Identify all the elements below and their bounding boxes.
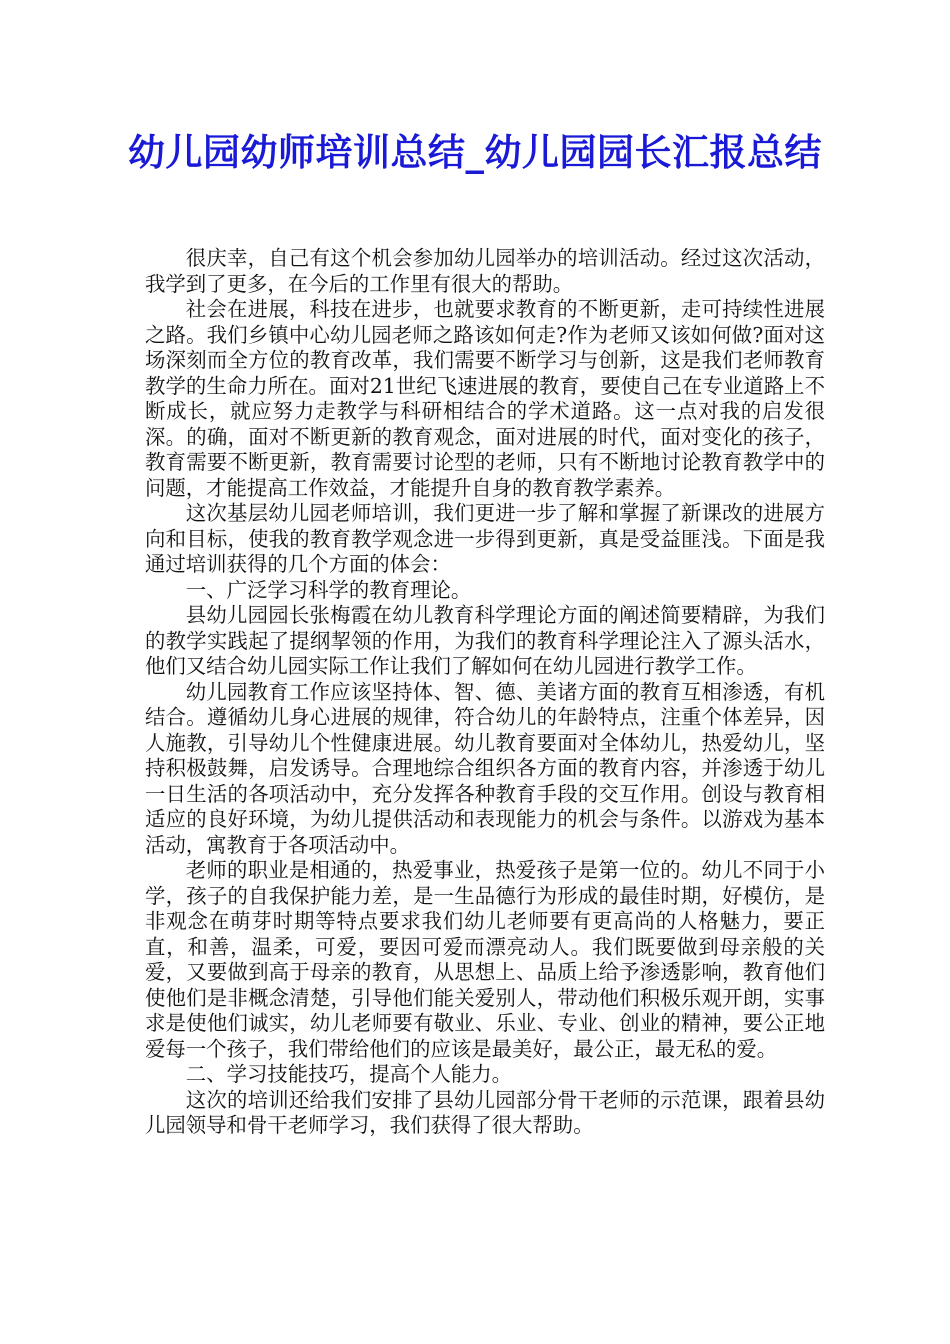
document-body [145, 246, 825, 1139]
paragraph-education-work: 幼儿园教育工作应该坚持体、智、德、美诸方面的教育互相渗透，有机结合。遵循幼儿身心进展的规律，符合幼儿的年龄特点，注重个体差异，因人施教，引导幼儿个性健康进展。幼儿教育要面对全体幼儿，热爱幼儿，坚持积极鼓舞，启发诱导。合理地综合组织各方面的教育内容，并渗透于幼儿一日生活的各项活动中，充分发挥各种教育手段的交互作用。创设与教育相适应的良好环境，为幼儿提供活动和表现能力的机会与条件。以游戏为基本活动，寓教育于各项活动中。 [145, 679, 825, 857]
paragraph-teacher-profession: 老师的职业是相通的，热爱事业，热爱孩子是第一位的。幼儿不同于小学，孩子的自我保护能力差，是一生品德行为形成的最佳时期，好模仿，是非观念在萌芽时期等特点要求我们幼儿老师要有更高尚的人格魅力，要正直，和善，温柔，可爱，要因可爱而漂亮动人。我们既要做到母亲般的关爱，又要做到高于母亲的教育，从思想上、品质上给予渗透影响，教育他们使他们是非概念清楚，引导他们能关爱别人，带动他们积极乐观开朗，实事求是使他们诚实，幼儿老师要有敬业、乐业、专业、创业的精神，要公正地爱每一个孩子，我们带给他们的应该是最美好，最公正，最无私的爱。 [145, 858, 825, 1061]
document-title: 幼儿园幼师培训总结_幼儿园园长汇报总结 [128, 130, 822, 174]
section-heading-1: 一、广泛学习科学的教育理论。 [185, 577, 472, 602]
paragraph-society: 社会在进展，科技在进步，也就要求教育的不断更新，走可持续性进展之路。我们乡镇中心幼儿园老师之路该如何走?作为老师又该如何做?面对这场深刻而全方位的教育改革，我们需要不断学习与创新，这是我们老师教育教学的生命力所在。面对21世纪飞速进展的教育，要使自己在专业道路上不断成长，就应努力走教学与科研相结合的学术道路。这一点对我的启发很深。的确，面对不断更新的教育观念，面对进展的时代，面对变化的孩子，教育需要不断更新，教育需要讨论型的老师，只有不断地讨论教育教学中的问题，才能提高工作效益，才能提升自身的教育教学素养。 [145, 297, 825, 500]
paragraph-theory: 县幼儿园园长张梅霞在幼儿教育科学理论方面的阐述简要精辟，为我们的教学实践起了提纲挈领的作用，为我们的教育科学理论注入了源头活水，他们又结合幼儿园实际工作让我们了解如何在幼儿园进行教学工作。 [145, 603, 825, 678]
section-heading-2: 二、学习技能技巧，提高个人能力。 [185, 1062, 513, 1086]
paragraph-training: 这次基层幼儿园老师培训，我们更进一步了解和掌握了新课改的进展方向和目标，使我的教育教学观念进一步得到更新，真是受益匪浅。下面是我通过培训获得的几个方面的体会： [145, 501, 825, 576]
paragraph-intro: 很庆幸，自己有这个机会参加幼儿园举办的培训活动。经过这次活动，我学到了更多，在今后的工作里有很大的帮助。 [145, 246, 825, 296]
paragraph-demo-class: 这次的培训还给我们安排了县幼儿园部分骨干老师的示范课，跟着县幼儿园领导和骨干老师学习，我们获得了很大帮助。 [145, 1087, 825, 1137]
